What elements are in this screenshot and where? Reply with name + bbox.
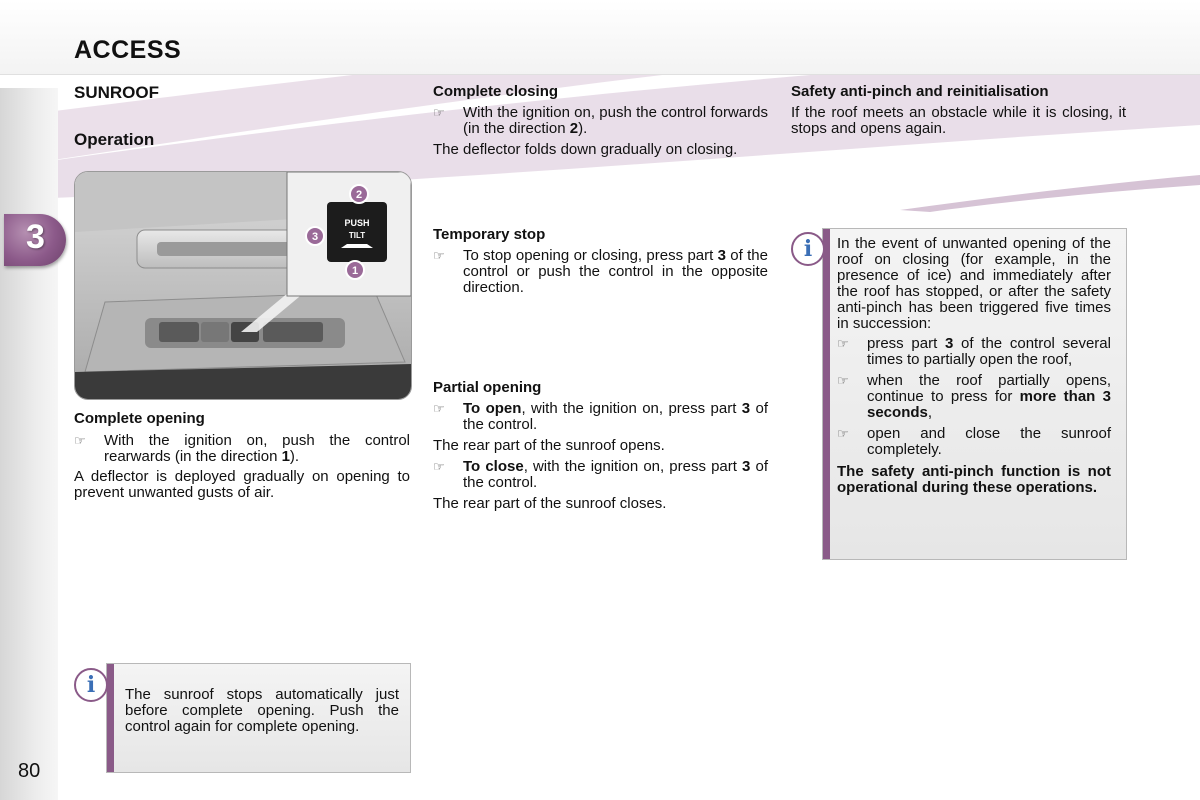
safety-text: If the roof meets an obstacle while it is closing, it stops and opens again. [791, 104, 1126, 137]
complete-opening-title: Complete opening [74, 410, 205, 427]
pointing-hand-icon: ☞ [837, 373, 849, 388]
section-title: ACCESS [74, 36, 182, 64]
control-label-push: PUSH [344, 218, 370, 228]
page-number: 80 [18, 760, 41, 782]
complete-closing-title: Complete closing [433, 83, 559, 100]
pointing-hand-icon: ☞ [433, 401, 445, 416]
pointing-hand-icon: ☞ [837, 336, 849, 351]
anti-pinch-warning: The safety anti-pinch function is not operational during these operations. [837, 463, 1111, 496]
column-2 [433, 83, 768, 158]
temporary-stop-title: Temporary stop [433, 226, 546, 243]
pointing-hand-icon: ☞ [433, 459, 445, 474]
complete-closing-text: The deflector folds down gradually on closing. [433, 141, 738, 158]
chapter-number: 3 [26, 218, 45, 256]
temporary-stop-bullet: ☞ To stop opening or closing, press part 3 of the control or push the control in the opposite direction. [433, 247, 768, 296]
temporary-stop-section [433, 226, 768, 296]
partial-opening-bullet-close: ☞ To close, with the ignition on, press part 3 of the control. [433, 458, 768, 491]
info-accent-bar [107, 664, 114, 772]
anti-pinch-info-content [837, 236, 1111, 496]
callout-2: 2 [355, 189, 363, 201]
callout-1: 1 [351, 265, 359, 277]
operation-heading: Operation [74, 130, 155, 149]
callout-3: 3 [311, 231, 319, 243]
left-margin-strip [0, 88, 58, 800]
column-3 [791, 83, 1126, 137]
pointing-hand-icon: ☞ [433, 105, 445, 120]
anti-pinch-bullet-2: ☞ when the roof partially opens, continue to press for more than 3 seconds, [837, 372, 1111, 421]
complete-opening-bullet: ☞ With the ignition on, push the control rearwards (in the direction 1). [74, 432, 410, 465]
pointing-hand-icon: ☞ [74, 433, 86, 448]
anti-pinch-intro: In the event of unwanted opening of the roof on closing (for example, in the presence of ice) and immediately after the roof has stopped, or after the safety anti-pinch has been triggered five times in succession: [837, 235, 1111, 332]
info-box-anti-pinch [822, 228, 1127, 560]
info-box-sunroof-stop [106, 663, 411, 773]
pointing-hand-icon: ☞ [837, 426, 849, 441]
complete-opening-section [74, 410, 410, 501]
sunroof-control-illustration [75, 172, 411, 399]
info-text: The sunroof stops automatically just before complete opening. Push the control again for complete opening. [125, 686, 399, 735]
info-icon: i [74, 668, 108, 702]
column-1 [74, 83, 410, 150]
partial-opening-text-open: The rear part of the sunroof opens. [433, 437, 665, 454]
info-icon: i [791, 232, 825, 266]
partial-opening-text-close: The rear part of the sunroof closes. [433, 495, 667, 512]
sunroof-heading: SUNROOF [74, 83, 159, 102]
anti-pinch-bullet-3: ☞ open and close the sunroof completely. [837, 425, 1111, 458]
complete-opening-text: A deflector is deployed gradually on opening to prevent unwanted gusts of air. [74, 468, 410, 501]
anti-pinch-bullet-1: ☞ press part 3 of the control several times to partially open the roof, [837, 335, 1111, 368]
partial-opening-bullet-open: ☞ To open, with the ignition on, press part 3 of the control. [433, 400, 768, 433]
safety-title: Safety anti-pinch and reinitialisation [791, 83, 1049, 100]
pointing-hand-icon: ☞ [433, 248, 445, 263]
info-accent-bar [823, 229, 830, 559]
complete-closing-bullet: ☞ With the ignition on, push the control forwards (in the direction 2). [433, 104, 768, 137]
partial-opening-title: Partial opening [433, 379, 542, 396]
partial-opening-section [433, 379, 768, 512]
sunroof-control-photo [74, 171, 412, 400]
control-label-tilt: TILT [348, 231, 366, 240]
